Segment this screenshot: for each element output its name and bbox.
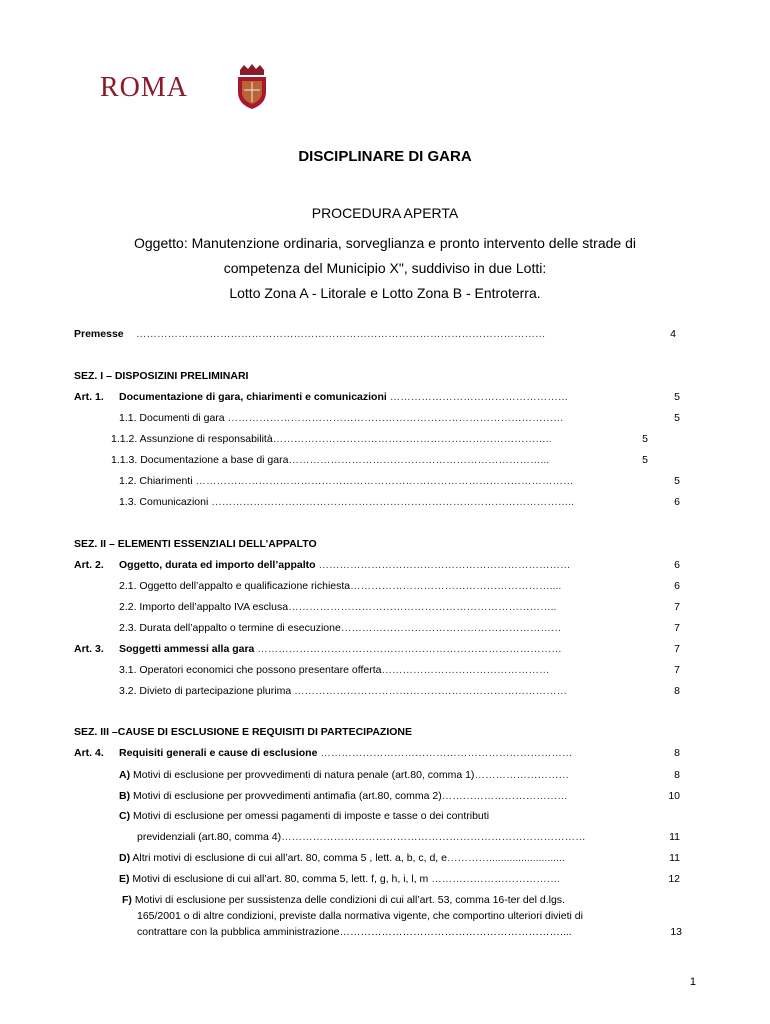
toc-page-number: 5	[674, 391, 680, 403]
toc-page-number: 6	[674, 559, 680, 571]
toc-entry[interactable]	[119, 494, 647, 510]
toc-leader-dots: …………………………………………………………………………………………..	[208, 496, 575, 508]
toc-leader-dots: ………………………………………………………………	[317, 747, 573, 759]
toc-leader-dots: ………………………………………………………………...	[288, 454, 550, 466]
toc-entry-premesse[interactable]	[74, 326, 634, 342]
toc-page-number: 13	[670, 926, 682, 938]
toc-article-number: Art. 1.	[74, 391, 104, 403]
toc-page-number: 7	[674, 643, 680, 655]
toc-entry-marker: E)	[119, 873, 130, 885]
toc-entry-label: Documentazione di gara, chiarimenti e comunicazioni	[119, 391, 387, 403]
toc-leader-dots: ………………………	[474, 769, 569, 781]
toc-entry-marker: F)	[122, 894, 132, 906]
toc-entry[interactable]	[137, 829, 647, 845]
procedure-title: PROCEDURA APERTA	[311, 205, 459, 221]
toc-entry-label: Altri motivi di esclusione di cui all’art. 80, comma 5 , lett. a, b, c, d, e	[130, 852, 447, 864]
toc-section-title: SEZ. I – DISPOSIZINI PRELIMINARI	[74, 370, 249, 382]
toc-page-number: 7	[674, 664, 680, 676]
toc-page-number: 4	[670, 328, 676, 340]
toc-leader-dots: …………..........................	[446, 852, 565, 864]
toc-leader-dots: ………………………………	[441, 790, 568, 802]
object-line: Lotto Zona A - Litorale e Lotto Zona B - Entroterra.	[229, 285, 541, 301]
toc-page-number: 7	[674, 601, 680, 613]
toc-page-number: 11	[669, 831, 680, 843]
toc-page-number: 5	[674, 475, 680, 487]
toc-page-number: 10	[668, 790, 680, 802]
toc-entry-label: Motivi di esclusione per omessi pagamenti di imposte e tasse o dei contributi	[130, 810, 490, 822]
toc-entry-label: 165/2001 o di altre condizioni, previste dalla normativa vigente, che comportino ulteriori divieti di	[137, 910, 583, 922]
toc-entry-label: 1.1. Documenti di gara	[119, 412, 225, 424]
toc-entry[interactable]	[119, 662, 647, 678]
object-line: Oggetto: Manutenzione ordinaria, sorveglianza e pronto intervento delle strade di	[134, 235, 636, 251]
toc-entry[interactable]	[119, 871, 647, 887]
toc-entry[interactable]	[119, 788, 647, 804]
toc-page-number: 5	[642, 454, 648, 466]
toc-entry-label: Motivi di esclusione per provvedimenti antimafia (art.80, comma 2)	[130, 790, 442, 802]
toc-page-number: 5	[642, 433, 648, 445]
toc-entry-marker: C)	[119, 810, 131, 822]
toc-page-number: 7	[674, 622, 680, 634]
toc-entry-label: contrattare con la pubblica amministrazione	[137, 926, 340, 938]
toc-entry[interactable]	[119, 599, 651, 615]
toc-leader-dots: ……………………………………………………………………	[291, 685, 568, 697]
toc-entry[interactable]	[119, 808, 647, 824]
toc-entry-label: Requisiti generali e cause di esclusione	[119, 747, 318, 759]
toc-entry-f[interactable]	[122, 892, 652, 940]
toc-article-number: Art. 4.	[74, 747, 104, 759]
toc-entry-label: previdenziali (art.80, comma 4)	[137, 831, 282, 843]
toc-leader-dots: ………………………………………………………………………………………………………	[136, 328, 546, 340]
toc-leader-dots: ……………………………………………………………………………	[254, 643, 562, 655]
toc-leader-dots: ………………………………………………………....	[339, 926, 572, 938]
toc-entry-label: 3.1. Operatori economici che possono presentare offerta	[119, 664, 382, 676]
object-line: competenza del Municipio X", suddiviso in due Lotti:	[223, 260, 547, 276]
toc-entry-marker: D)	[119, 852, 131, 864]
toc-page-number: 8	[674, 685, 680, 697]
toc-page-number: 6	[674, 580, 680, 592]
toc-entry-label: 2.2. Importo dell’appalto IVA esclusa	[119, 601, 289, 613]
toc-entry-label: 2.3. Durata dell’appalto o termine di esecuzione	[119, 622, 341, 634]
toc-section-title: SEZ. III –CAUSE DI ESCLUSIONE E REQUISITI DI PARTECIPAZIONE	[74, 726, 412, 738]
toc-page-number: 12	[668, 873, 680, 885]
toc-entry[interactable]	[119, 473, 647, 489]
toc-entry-label: 3.2. Divieto di partecipazione plurima	[119, 685, 292, 697]
toc-entry-label: 2.1. Oggetto dell’appalto e qualificazione richiesta	[119, 580, 351, 592]
page-number: 1	[689, 976, 696, 988]
toc-entry[interactable]	[119, 683, 647, 699]
toc-leader-dots: ……………………………………………	[386, 391, 569, 403]
toc-leader-dots: …………………………………………………………………..	[288, 601, 557, 613]
document-title: DISCIPLINARE DI GARA	[298, 148, 472, 165]
toc-entry-label: Premesse	[74, 328, 124, 340]
toc-leader-dots: …………………………………………………....	[350, 580, 562, 592]
toc-entry[interactable]	[74, 641, 650, 657]
toc-entry-label: Soggetti ammessi alla gara	[119, 643, 255, 655]
toc-entry-label: 1.1.3. Documentazione a base di gara	[111, 454, 289, 466]
toc-entry-label: Motivi di esclusione di cui all’art. 80, comma 5, lett. f, g, h, i, l, m	[129, 873, 429, 885]
toc-entry[interactable]	[119, 850, 647, 866]
toc-entry-marker: A)	[119, 769, 131, 781]
toc-leader-dots: ………………………………………………………………………………………………	[192, 475, 574, 487]
toc-page-number: 8	[674, 769, 680, 781]
toc-entry[interactable]	[119, 578, 651, 594]
toc-entry-label: Motivi di esclusione per provvedimenti di natura penale (art.80, comma 1)	[130, 769, 475, 781]
toc-page-number: 5	[674, 412, 680, 424]
toc-entry[interactable]	[111, 431, 635, 447]
toc-entry[interactable]	[74, 745, 650, 761]
toc-article-number: Art. 3.	[74, 643, 104, 655]
toc-leader-dots: …………………………………………	[381, 664, 550, 676]
roma-logo-text: ROMA	[100, 72, 189, 103]
toc-entry[interactable]	[74, 389, 650, 405]
toc-leader-dots: ………………………………………………………	[340, 622, 562, 634]
toc-entry-marker: B)	[119, 790, 131, 802]
toc-article-number: Art. 2.	[74, 559, 104, 571]
toc-leader-dots: ……………………………………………………………………..	[272, 433, 552, 445]
toc-entry[interactable]	[111, 452, 635, 468]
toc-leader-dots: ……………………………………………………………………………	[281, 831, 586, 843]
toc-entry[interactable]	[74, 557, 650, 573]
toc-entry-label: 1.1.2. Assunzione di responsabilità	[111, 433, 273, 445]
toc-section-title: SEZ. II – ELEMENTI ESSENZIALI DELL’APPALTO	[74, 538, 317, 550]
toc-page-number: 6	[674, 496, 680, 508]
toc-entry[interactable]	[119, 767, 647, 783]
toc-entry[interactable]	[119, 620, 651, 636]
toc-entry-label: 1.2. Chiarimenti	[119, 475, 193, 487]
toc-entry-label: 1.3. Comunicazioni	[119, 496, 209, 508]
toc-entry-label: Oggetto, durata ed importo dell’appalto	[119, 559, 316, 571]
toc-entry[interactable]	[119, 410, 647, 426]
toc-leader-dots: ……………………………….	[428, 873, 561, 885]
toc-leader-dots: ………………………………………………………………	[315, 559, 571, 571]
toc-page-number: 11	[669, 852, 680, 864]
toc-leader-dots: ……………………………………………………………………………………	[224, 412, 564, 424]
toc-entry-label: Motivi di esclusione per sussistenza delle condizioni di cui all’art. 53, comma 16-ter del d.lgs.	[131, 894, 565, 906]
toc-page-number: 8	[674, 747, 680, 759]
